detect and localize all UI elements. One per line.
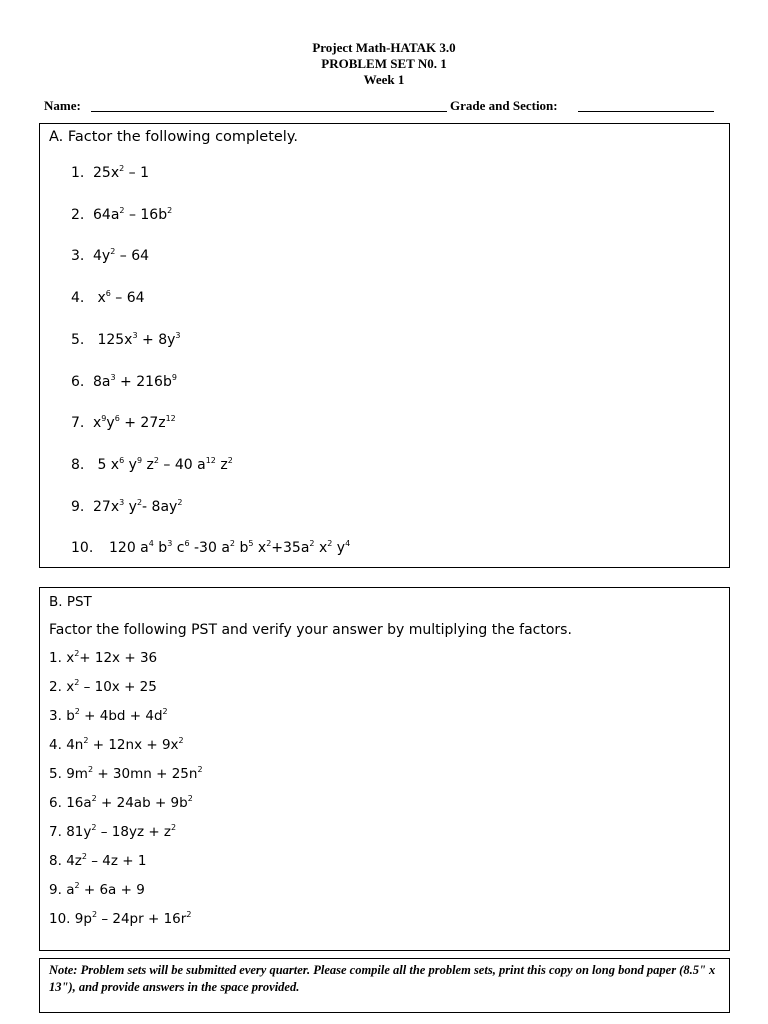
expression-part: 4z: [66, 853, 82, 869]
exponent: 2: [186, 910, 192, 919]
exponent: 3: [132, 330, 138, 340]
expression-part: x: [93, 415, 102, 432]
expression-part: x: [253, 540, 267, 557]
exponent: 6: [114, 414, 120, 424]
expression-part: y: [124, 498, 137, 515]
section-b-item-8: [49, 853, 146, 869]
section-b-item-4: [49, 737, 184, 753]
item-number: 2.: [71, 206, 85, 223]
expression-part: a: [66, 882, 75, 898]
item-number: 7.: [49, 824, 62, 840]
exponent: 2: [197, 765, 203, 774]
exponent: 2: [178, 736, 184, 745]
expression-part: b: [153, 540, 168, 557]
header-week: Week 1: [363, 72, 405, 87]
item-number: 10.: [71, 540, 94, 557]
expression-part: -30 a: [189, 540, 230, 557]
expression-part: 125x: [93, 331, 133, 348]
expression-part: – 40 a: [158, 456, 206, 473]
expression-part: y: [106, 415, 115, 432]
expression-part: 81y: [66, 824, 92, 840]
exponent: 2: [309, 539, 315, 549]
exponent: 2: [162, 707, 168, 716]
exponent: 2: [227, 455, 233, 465]
expression-part: +35a: [271, 540, 310, 557]
exponent: 12: [165, 414, 176, 424]
exponent: 2: [229, 539, 235, 549]
section-b-box: [39, 587, 730, 951]
expression-part: 25x: [93, 165, 120, 181]
section-a-item-7: [71, 415, 176, 431]
expression-part: 16a: [66, 795, 92, 811]
expression-part: + 27z: [119, 415, 166, 432]
exponent: 2: [91, 794, 97, 803]
expression-part: + 24ab + 9b: [96, 795, 188, 811]
exponent: 2: [74, 881, 80, 890]
exponent: 9: [136, 455, 143, 465]
section-a-item-5: [71, 332, 180, 348]
item-number: 5.: [49, 766, 62, 782]
exponent: 2: [74, 678, 80, 687]
expression-part: – 64: [110, 290, 145, 307]
expression-part: x: [66, 679, 75, 695]
expression-part: + 12x + 36: [79, 650, 158, 666]
item-number: 7.: [71, 415, 85, 432]
expression-part: – 18yz + z: [96, 824, 172, 840]
expression-part: 8a: [93, 373, 111, 390]
exponent: 9: [171, 372, 177, 382]
item-number: 4.: [49, 737, 62, 753]
exponent: 2: [266, 539, 272, 549]
section-b-item-9: [49, 882, 145, 898]
expression-part: + 6a + 9: [79, 882, 145, 898]
expression-part: - 8ay: [142, 498, 178, 515]
expression-part: 27x: [93, 498, 120, 515]
exponent: 2: [91, 910, 98, 919]
section-a-item-8: [71, 457, 233, 473]
item-number: 8.: [71, 456, 85, 473]
exponent: 2: [327, 539, 333, 549]
header-problem-set: PROBLEM SET N0. 1: [321, 56, 447, 71]
expression-part: x: [93, 290, 106, 307]
exponent: 4: [345, 539, 351, 549]
section-b-item-6: [49, 795, 193, 811]
grade-section-field[interactable]: [578, 111, 714, 112]
expression-part: c: [172, 540, 185, 557]
expression-part: 120 a: [109, 540, 149, 557]
expression-part: b: [235, 540, 249, 557]
item-number: 1.: [49, 650, 62, 666]
section-b-item-5: [49, 766, 203, 782]
expression-part: z: [215, 456, 228, 473]
expression-part: 9p: [74, 911, 92, 927]
section-a-item-2: [71, 207, 172, 223]
exponent: 3: [175, 330, 181, 340]
section-a-title: A. Factor the following completely.: [49, 129, 298, 145]
item-number: 9.: [71, 498, 85, 515]
item-number: 5.: [71, 331, 85, 348]
grade-section-label: Grade and Section:: [450, 98, 558, 113]
exponent: 2: [136, 497, 143, 507]
name-label: Name:: [44, 98, 81, 113]
section-a-item-1: [71, 165, 149, 181]
expression-part: – 10x + 25: [79, 679, 157, 695]
section-b-item-3: [49, 708, 168, 724]
exponent: 2: [171, 823, 177, 832]
item-number: 8.: [49, 853, 62, 869]
item-number: 6.: [71, 373, 85, 390]
expression-part: + 8y: [137, 331, 176, 348]
exponent: 6: [105, 289, 111, 299]
item-number: 9.: [49, 882, 62, 898]
section-b-item-2: [49, 679, 157, 695]
expression-part: 4y: [93, 248, 111, 265]
expression-part: – 4z + 1: [86, 853, 147, 869]
header-project-title: Project Math-HATAK 3.0: [312, 40, 456, 55]
section-b-instructions: Factor the following PST and verify your answer by multiplying the factors.: [49, 622, 572, 638]
expression-part: b: [66, 708, 75, 724]
section-b-title: B. PST: [49, 594, 92, 610]
section-a-item-9: [71, 499, 182, 515]
exponent: 2: [153, 455, 159, 465]
expression-part: 9m: [66, 766, 88, 782]
section-a-item-3: [71, 248, 149, 264]
exponent: 2: [91, 823, 97, 832]
section-a-item-4: [71, 290, 145, 306]
expression-part: + 12nx + 9x: [88, 737, 179, 753]
exponent: 2: [83, 736, 89, 745]
exponent: 2: [74, 649, 80, 658]
exponent: 6: [184, 539, 190, 549]
section-b-item-10: [49, 911, 191, 927]
expression-part: 4n: [66, 737, 84, 753]
note-box: [39, 958, 730, 1013]
exponent: 3: [167, 539, 173, 549]
item-number: 10.: [49, 911, 71, 927]
exponent: 2: [87, 765, 94, 774]
exponent: 2: [110, 247, 116, 257]
exponent: 2: [119, 205, 125, 215]
expression-part: – 1: [124, 165, 150, 181]
exponent: 2: [187, 794, 193, 803]
exponent: 9: [101, 414, 107, 424]
exponent: 6: [119, 455, 125, 465]
exponent: 5: [248, 539, 254, 549]
item-number: 4.: [71, 290, 85, 307]
name-field[interactable]: [91, 111, 447, 112]
exponent: 4: [148, 539, 154, 549]
exponent: 12: [205, 455, 216, 465]
student-info-line: [44, 98, 716, 116]
item-number: 6.: [49, 795, 62, 811]
item-number: 3.: [71, 248, 85, 265]
section-a-box: [39, 123, 730, 568]
exponent: 2: [81, 852, 87, 861]
expression-part: 5 x: [93, 456, 120, 473]
section-b-item-1: [49, 650, 157, 666]
item-number: 1.: [71, 165, 85, 181]
item-number: 2.: [49, 679, 62, 695]
expression-part: + 30mn + 25n: [93, 766, 198, 782]
expression-part: + 216b: [115, 373, 172, 390]
expression-part: x: [314, 540, 328, 557]
section-a-item-6: [71, 374, 177, 390]
expression-part: 64a: [93, 206, 120, 223]
expression-part: y: [332, 540, 346, 557]
expression-part: – 24pr + 16r: [97, 911, 187, 927]
exponent: 2: [167, 205, 173, 215]
exponent: 3: [110, 372, 116, 382]
exponent: 2: [119, 164, 125, 173]
expression-part: + 4bd + 4d: [79, 708, 163, 724]
exponent: 3: [119, 497, 125, 507]
expression-part: x: [66, 650, 75, 666]
note-text: Note: Problem sets will be submitted every quarter. Please compile all the problem sets, print this copy on long bond paper (8.5" x 13"), and provide answers in the space provided.: [49, 963, 716, 994]
expression-part: – 64: [115, 248, 150, 265]
exponent: 2: [177, 497, 183, 507]
expression-part: y: [124, 456, 137, 473]
expression-part: – 16b: [124, 206, 168, 223]
expression-part: z: [142, 456, 154, 473]
section-a-item-10: [71, 540, 350, 556]
item-number: 3.: [49, 708, 62, 724]
section-b-item-7: [49, 824, 176, 840]
exponent: 2: [74, 707, 80, 716]
